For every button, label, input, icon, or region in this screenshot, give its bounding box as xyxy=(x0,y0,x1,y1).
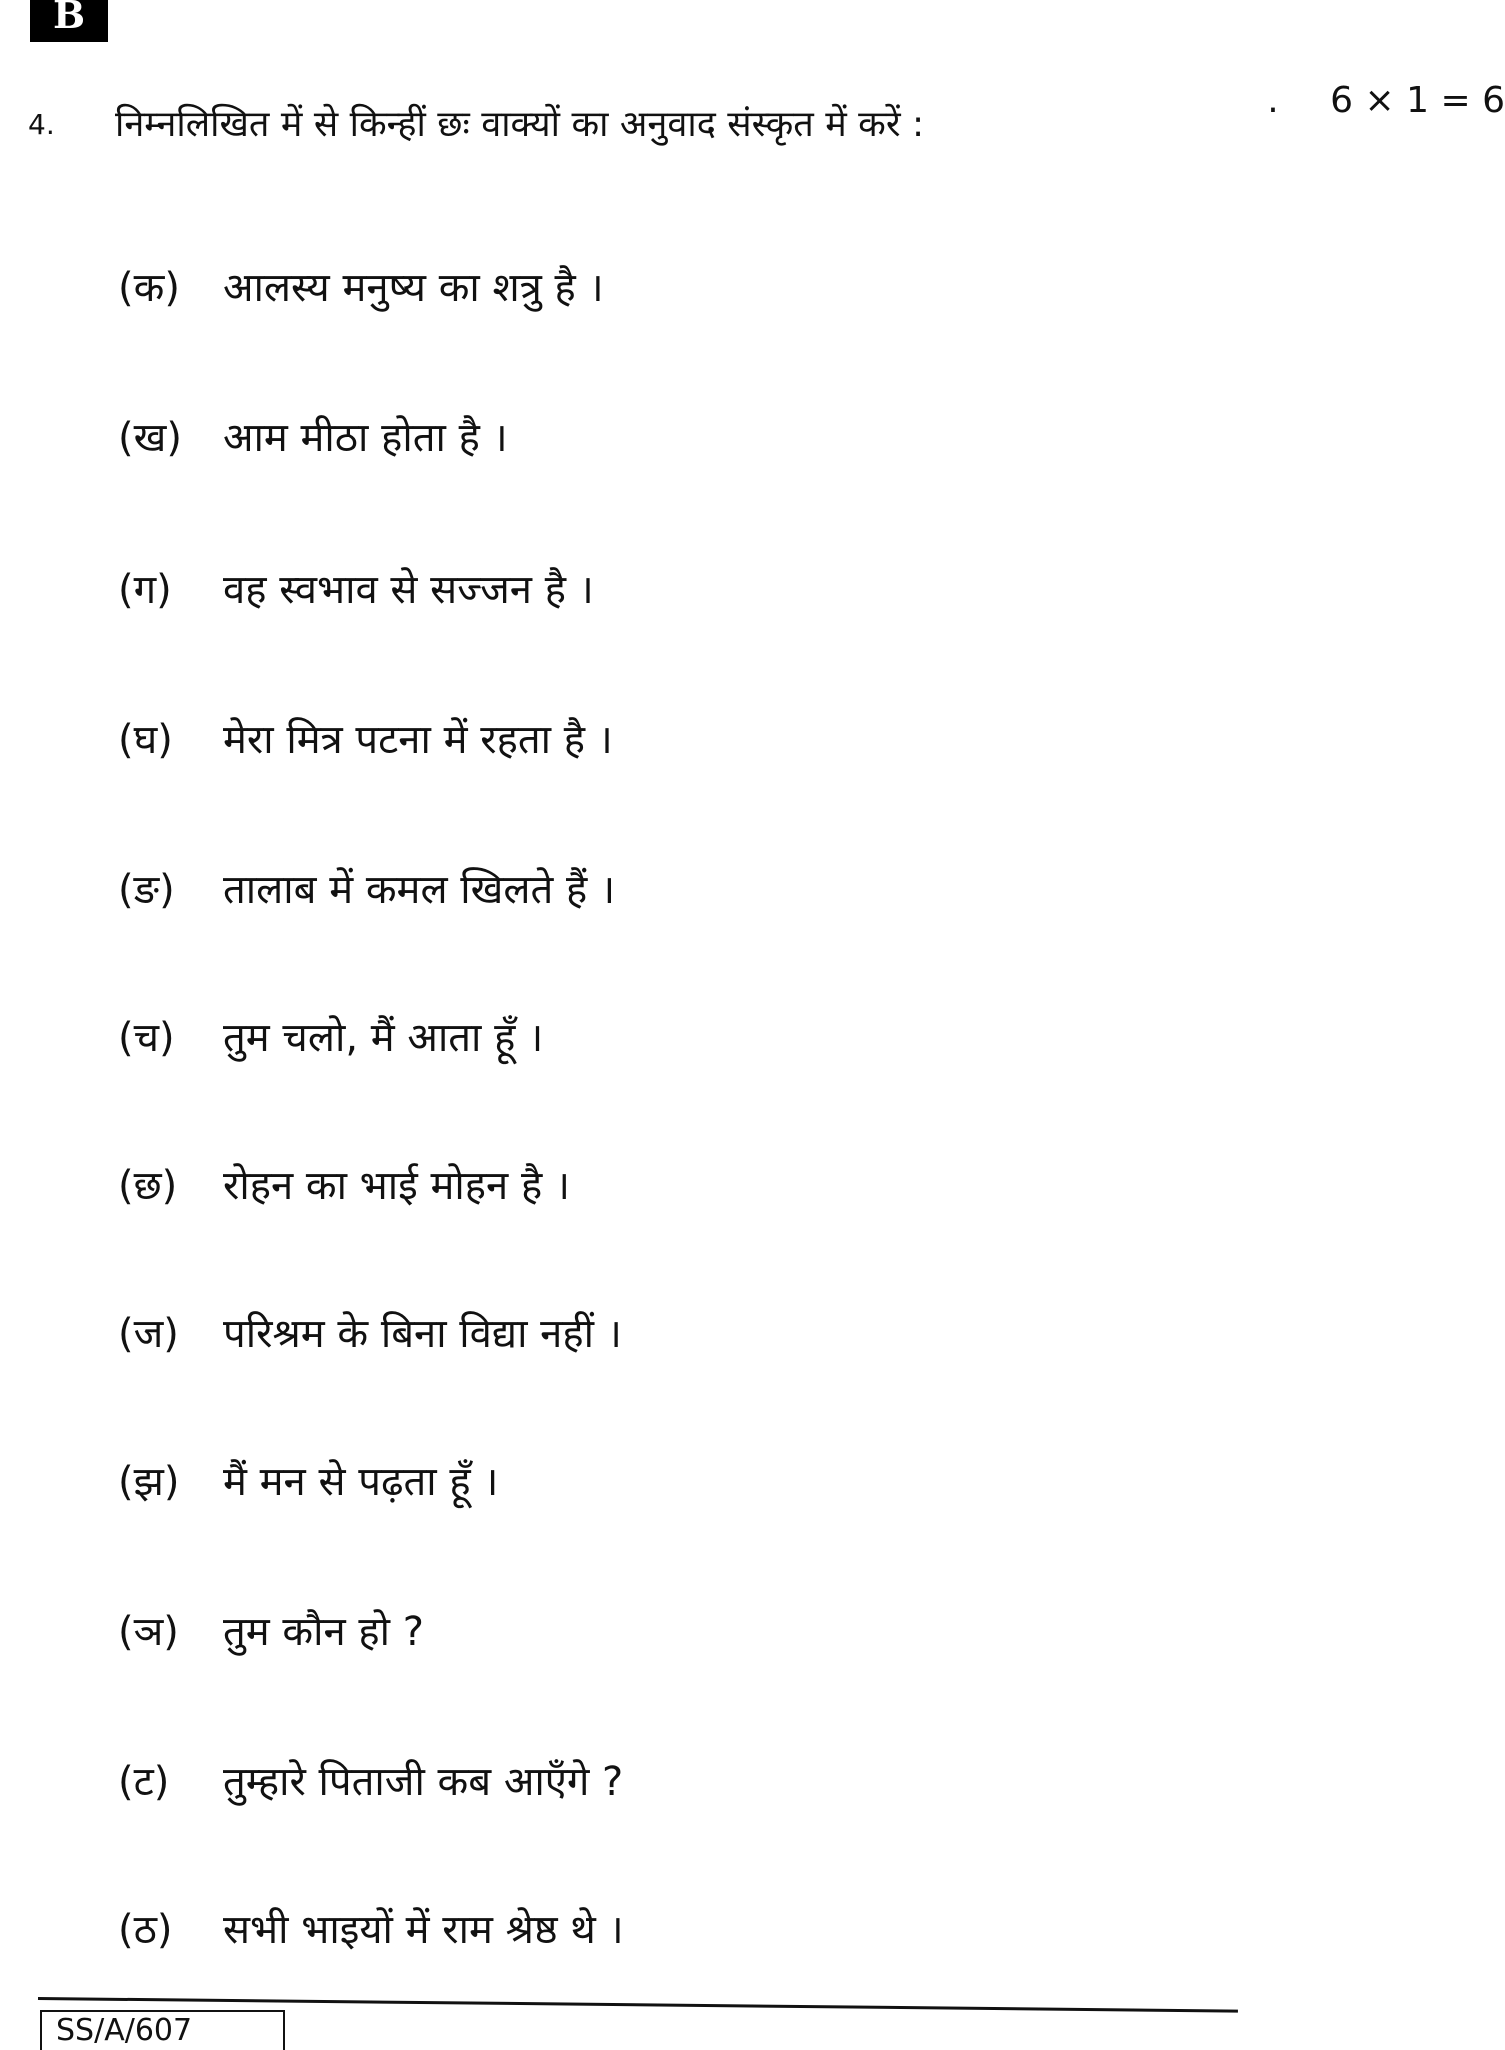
item-text: परिश्रम के बिना विद्या नहीं । xyxy=(223,1311,622,1357)
section-badge: B xyxy=(30,0,108,42)
item-text: आम मीठा होता है । xyxy=(223,415,508,461)
paper-code: SS/A/607 xyxy=(40,2010,285,2050)
item-label: (ख) xyxy=(118,415,182,461)
question-text: निम्नलिखित में से किन्हीं छः वाक्यों का अनुवाद संस्कृत में करें : xyxy=(115,104,925,145)
item-text: आलस्य मनुष्य का शत्रु है । xyxy=(223,265,604,311)
list-item xyxy=(118,1602,424,1657)
list-item xyxy=(118,860,615,915)
item-text: सभी भाइयों में राम श्रेष्ठ थे । xyxy=(223,1907,624,1953)
list-item xyxy=(118,1156,570,1211)
item-label: (झ) xyxy=(118,1459,180,1505)
list-item xyxy=(118,258,604,313)
item-text: तुम चलो, मैं आता हूँ । xyxy=(223,1015,544,1061)
item-label: (ङ) xyxy=(118,867,175,913)
list-item xyxy=(118,1452,498,1507)
marks-allocation xyxy=(1267,80,1505,121)
item-label: (च) xyxy=(118,1015,175,1061)
item-label: (ग) xyxy=(118,567,172,613)
item-label: (क) xyxy=(118,265,180,311)
marks-dot: . xyxy=(1267,80,1279,121)
list-item xyxy=(118,1752,623,1807)
item-label: (ज) xyxy=(118,1311,179,1357)
item-label: (ठ) xyxy=(118,1907,173,1953)
list-item xyxy=(118,1304,622,1359)
list-item xyxy=(118,710,613,765)
item-text: तुम कौन हो ? xyxy=(223,1609,424,1655)
item-text: मेरा मित्र पटना में रहता है । xyxy=(223,717,613,763)
item-text: तालाब में कमल खिलते हैं । xyxy=(223,867,616,913)
list-item xyxy=(118,1900,624,1955)
marks-value: 6 × 1 = 6 xyxy=(1330,80,1505,121)
item-text: रोहन का भाई मोहन है । xyxy=(223,1163,571,1209)
list-item xyxy=(118,560,594,615)
list-item xyxy=(118,1008,543,1063)
item-label: (ञ) xyxy=(118,1609,179,1655)
item-text: वह स्वभाव से सज्जन है । xyxy=(223,567,594,613)
item-label: (छ) xyxy=(118,1163,178,1209)
list-item xyxy=(118,408,508,463)
item-text: मैं मन से पढ़ता हूँ । xyxy=(223,1459,499,1505)
item-text: तुम्हारे पिताजी कब आएँगे ? xyxy=(223,1759,624,1805)
item-label: (घ) xyxy=(118,717,173,763)
question-number: 4. xyxy=(28,108,55,141)
item-label: (ट) xyxy=(118,1759,170,1805)
